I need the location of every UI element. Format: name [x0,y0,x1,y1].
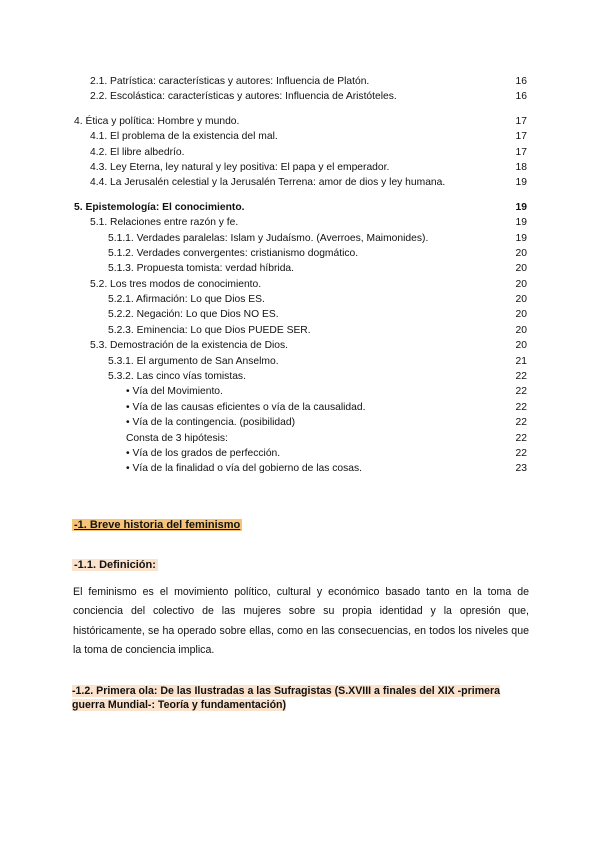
toc-entry[interactable] [0,246,600,261]
toc-entry-page-number: 20 [515,294,527,306]
toc-entry-page-number: 20 [515,247,527,259]
toc-entry[interactable] [0,160,600,175]
toc-entry[interactable] [0,277,600,292]
subsection-heading-first-wave [72,685,532,712]
toc-entry[interactable] [0,89,600,104]
toc-entry[interactable] [0,384,600,399]
toc-entry-page-number: 20 [515,340,527,352]
toc-entry[interactable] [0,261,600,276]
toc-entry-page-number: 19 [515,201,527,213]
section-heading [72,518,242,532]
toc-entry-page-number: 16 [515,91,527,103]
toc-entry-page-number: 22 [515,401,527,413]
table-of-contents [0,74,600,477]
section-heading-text: -1. Breve historia del feminismo [74,519,241,531]
toc-entry[interactable] [0,446,600,461]
toc-entry[interactable] [0,307,600,322]
toc-entry-page-number: 22 [515,417,527,429]
subsection-heading-text: -1.1. Definición: [74,559,156,571]
toc-entry-title: 5. Epistemología: El conocimiento. [74,201,245,213]
toc-entry-title: 5.2.3. Eminencia: Lo que Dios PUEDE SER. [108,324,311,336]
toc-entry-title: • Vía del Movimiento. [126,386,223,398]
toc-entry-page-number: 17 [515,146,527,158]
toc-entry-page-number: 22 [515,371,527,383]
toc-entry-title: 5.2.1. Afirmación: Lo que Dios ES. [108,294,265,306]
toc-entry-title: 2.2. Escolástica: características y autores: Influencia de Aristóteles. [90,91,397,103]
toc-entry-page-number: 20 [515,278,527,290]
toc-entry[interactable] [0,200,600,215]
toc-entry[interactable] [0,369,600,384]
toc-entry-title: • Vía de la contingencia. (posibilidad) [126,417,296,429]
toc-entry-page-number: 17 [515,131,527,143]
toc-entry-title: 5.1.1. Verdades paralelas: Islam y Judaísmo. (Averroes, Maimonides). [108,232,429,244]
toc-entry-title: 4.3. Ley Eterna, ley natural y ley positiva: El papa y el emperador. [90,161,390,173]
toc-entry-page-number: 19 [515,177,527,189]
toc-entry-page-number: 20 [515,309,527,321]
toc-entry[interactable] [0,129,600,144]
toc-entry-page-number: 16 [515,76,527,87]
toc-entry-title: • Vía de la finalidad o vía del gobierno de las cosas. [126,463,363,475]
toc-entry[interactable] [0,461,600,476]
toc-entry-page-number: 17 [515,115,527,127]
toc-entry-title: 5.1. Relaciones entre razón y fe. [90,217,239,229]
toc-entry[interactable] [0,74,600,89]
toc-entry-page-number: 21 [515,355,527,367]
toc-entry-title: 5.2. Los tres modos de conocimiento. [90,278,262,290]
toc-entry[interactable] [0,338,600,353]
toc-entry-page-number: 22 [515,432,527,444]
subsection-heading-first-wave-text: -1.2. Primera ola: De las Ilustradas a las Sufragistas (S.XVIII a finales del XIX -primera guerra Mundial-: Teoría y fundamentación) [72,685,501,711]
toc-gap [0,191,600,200]
toc-entry[interactable] [0,354,600,369]
toc-entry-title: 5.3. Demostración de la existencia de Dios. [90,340,289,352]
toc-entry-page-number: 19 [515,232,527,244]
toc-entry[interactable] [0,175,600,190]
toc-entry-title: • Vía de las causas eficientes o vía de la causalidad. [126,401,366,413]
toc-entry-page-number: 22 [515,447,527,459]
toc-entry-page-number: 20 [515,263,527,275]
toc-entry[interactable] [0,431,600,446]
subsection-heading-definition [72,558,158,572]
toc-entry-title: 4.4. La Jerusalén celestial y la Jerusalén Terrena: amor de dios y ley humana. [90,177,446,189]
toc-entry-title: • Vía de los grados de perfección. [126,447,281,459]
toc-entry-page-number: 23 [515,463,527,475]
toc-entry[interactable] [0,323,600,338]
toc-entry[interactable] [0,400,600,415]
toc-entry-title: 4. Ética y política: Hombre y mundo. [74,115,240,127]
toc-entry-title: 5.3.2. Las cinco vías tomistas. [108,371,246,383]
toc-entry-page-number: 22 [515,386,527,398]
toc-entry-title: 4.1. El problema de la existencia del mal. [90,131,278,143]
toc-entry-title: 2.1. Patrística: características y autores: Influencia de Platón. [90,76,370,87]
toc-entry-title: Consta de 3 hipótesis: [126,432,228,444]
toc-entry[interactable] [0,231,600,246]
toc-entry[interactable] [0,114,600,129]
toc-entry-title: 5.3.1. El argumento de San Anselmo. [108,355,279,367]
toc-entry-title: 5.2.2. Negación: Lo que Dios NO ES. [108,309,279,321]
toc-entry[interactable] [0,145,600,160]
toc-entry-page-number: 20 [515,324,527,336]
toc-entry[interactable] [0,215,600,230]
toc-entry-title: 5.1.3. Propuesta tomista: verdad híbrida. [108,263,295,275]
toc-entry-page-number: 19 [515,217,527,229]
toc-gap [0,105,600,114]
toc-entry-title: 5.1.2. Verdades convergentes: cristianismo dogmático. [108,247,359,259]
toc-entry-title: 4.2. El libre albedrío. [90,146,185,158]
toc-entry[interactable] [0,292,600,307]
definition-paragraph: El feminismo es el movimiento político, cultural y económico basado tanto en la toma de conciencia del colectivo de las mujeres sobre su propia identidad y la opresión que, históricamente, se ha operado sobre ellas, como en las consecuencias, en todos los niveles que la toma de conciencia implica. [73,586,529,657]
toc-entry[interactable] [0,415,600,430]
toc-entry-page-number: 18 [515,161,527,173]
